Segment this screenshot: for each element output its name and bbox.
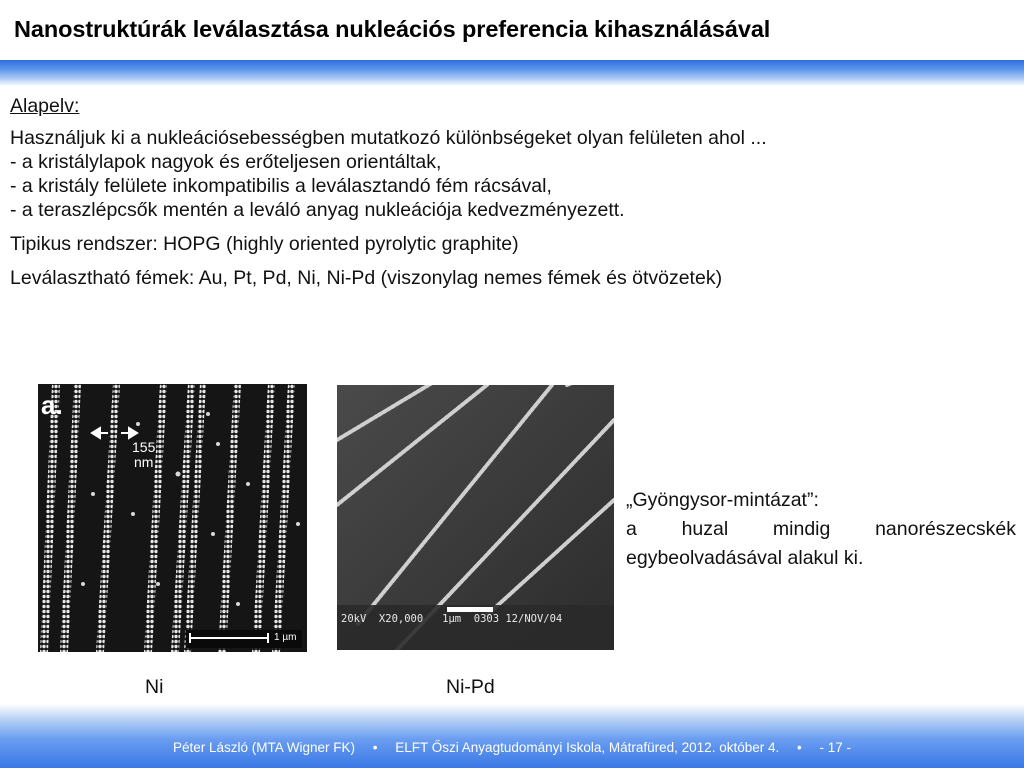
- caption-title: „Gyöngysor-mintázat”:: [626, 489, 819, 511]
- metals-line: Leválasztható fémek: Au, Pt, Pd, Ni, Ni-Pd (viszonylag nemes fémek és ötvözetek): [10, 267, 723, 289]
- section-heading: Alapelv:: [10, 95, 80, 117]
- ni-micrograph: [38, 384, 307, 652]
- title-bar: [0, 0, 1024, 60]
- panel-letter: a.: [41, 390, 63, 420]
- scale-bar-label: 1 µm: [274, 632, 297, 643]
- nipd-label: Ni-Pd: [446, 676, 495, 698]
- page-number: - 17 -: [819, 740, 852, 755]
- slide-content: [10, 94, 1015, 290]
- system-line: Tipikus rendszer: HOPG (highly oriented pyrolytic graphite): [10, 233, 519, 255]
- intro-text: Használjuk ki a nukleációsebességben mutatkozó különbségeket olyan felületen ahol ...: [10, 127, 767, 149]
- slide-title: Nanostruktúrák leválasztása nukleációs preferencia kihasználásával: [14, 16, 771, 42]
- ni-label: Ni: [145, 676, 164, 698]
- title-gradient-band: [0, 60, 1024, 86]
- footer-separator: •: [372, 740, 378, 755]
- footer-separator: •: [797, 740, 802, 755]
- nipd-micrograph-svg: [337, 385, 614, 650]
- footer: [0, 740, 1024, 755]
- nipd-micrograph: [337, 385, 614, 650]
- caption-body: a huzal mindig nanorészecskék egybeolvadásával alakul ki.: [626, 518, 1016, 569]
- bullet-item: - a teraszlépcsők mentén a leváló anyag nukleációja kedvezményezett.: [10, 199, 625, 221]
- bullet-item: - a kristály felülete inkompatibilis a leválasztandó fém rácsával,: [10, 175, 552, 197]
- sem-info-text: 20kV X20,000 1µm 0303 12/NOV/04: [341, 613, 563, 625]
- spacing-value: 155: [132, 439, 156, 455]
- bullet-item: - a kristálylapok nagyok és erőteljesen orientáltak,: [10, 151, 442, 173]
- ni-micrograph-svg: [38, 384, 307, 652]
- footer-event: ELFT Őszi Anyagtudományi Iskola, Mátrafüred, 2012. október 4.: [395, 740, 780, 755]
- footer-author: Péter László (MTA Wigner FK): [172, 740, 356, 755]
- spacing-unit: nm: [133, 454, 154, 470]
- scale-bar: [447, 607, 493, 612]
- image-caption: [626, 486, 1016, 573]
- spacing-annotation: [132, 440, 155, 470]
- footer-band: [0, 704, 1024, 768]
